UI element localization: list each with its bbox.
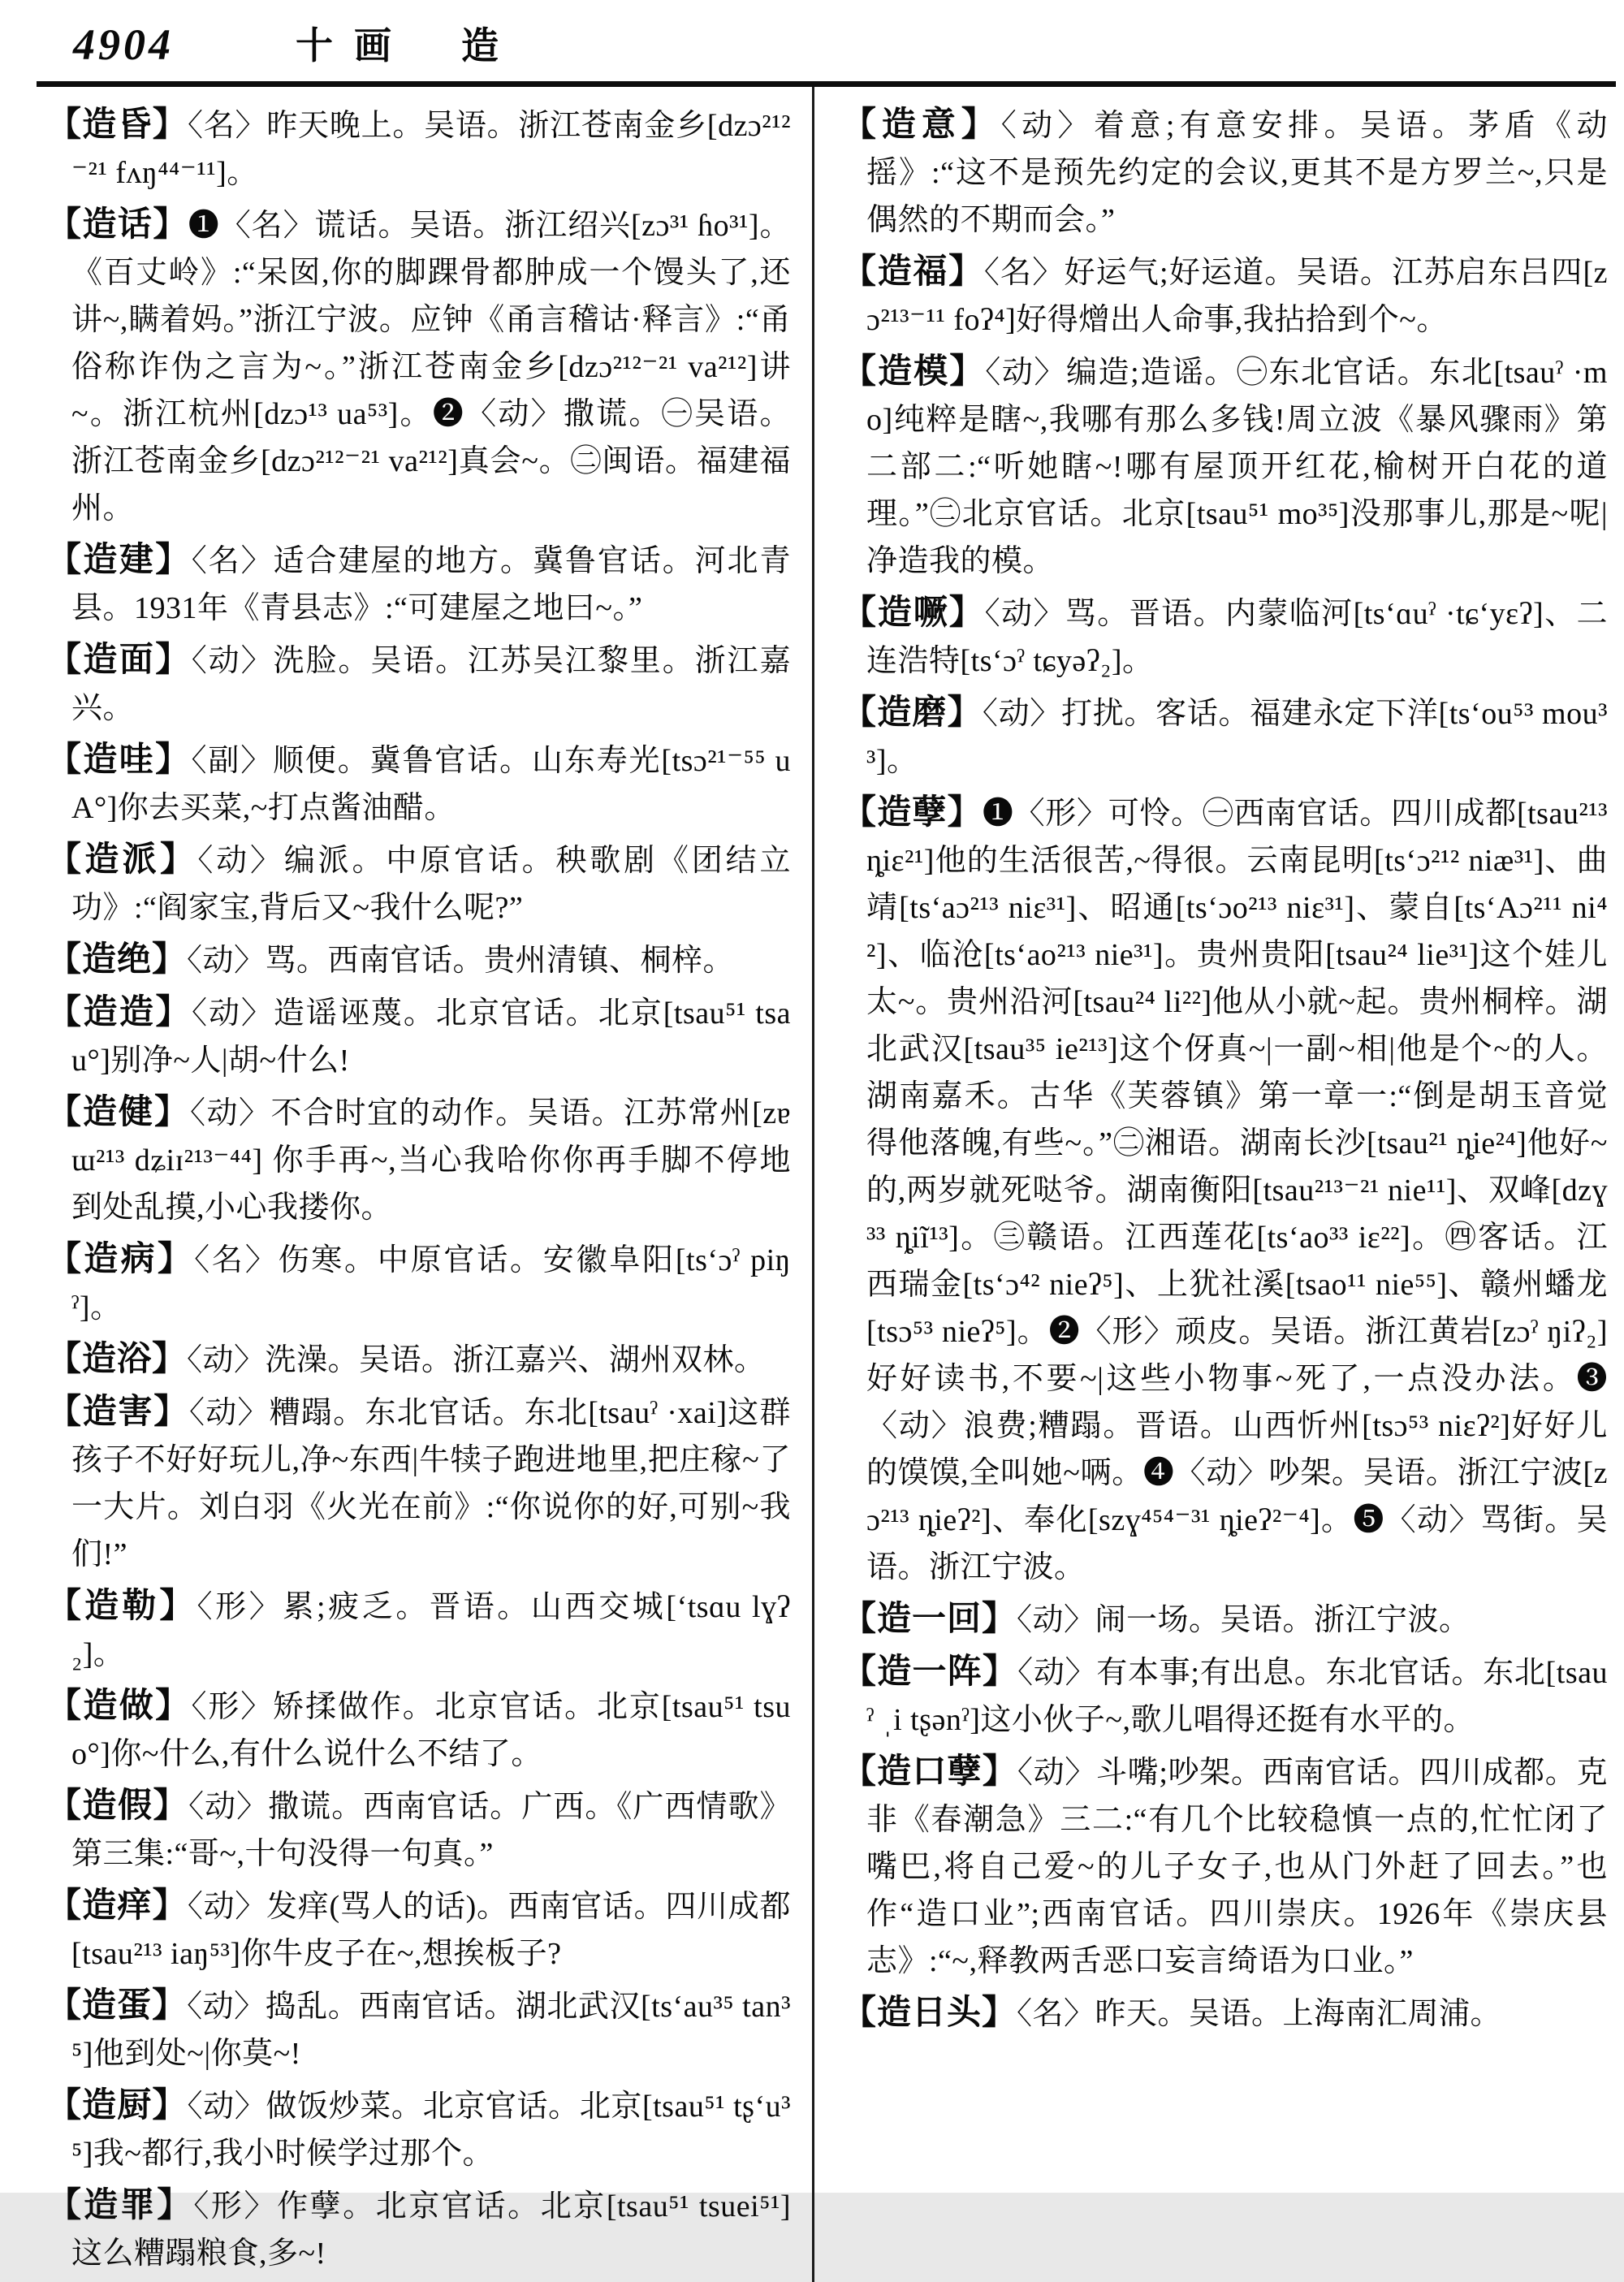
dict-entry [47,1583,791,1678]
left-column [0,87,812,2282]
dict-entry [47,1336,791,1384]
entry-headword: 【造病】 [47,1241,195,1278]
entry-headword: 【造面】 [47,642,192,679]
entry-headword: 【造假】 [47,1787,189,1825]
dict-entry [47,1683,791,1778]
dict-entry [842,1990,1608,2038]
dict-entry [47,1389,791,1578]
dict-entry [47,2182,791,2277]
dict-entry [47,1236,791,1331]
dict-entry [47,936,791,984]
entry-headword: 【造噘】 [842,594,985,632]
entry-body: 〈动〉洗脸。吴语。江苏吴江黎里。浙江嘉兴。 [71,644,791,725]
entry-body: 〈副〉顺便。冀鲁官话。山东寿光[tsɔ²¹⁻⁵⁵ uA°]你去买菜,~打点酱油醋。 [71,744,791,825]
entry-body: 〈动〉着意;有意安排。吴语。茅盾《动摇》:“这不是预先约定的会议,更其不是方罗兰~,只是偶然的不期而会。” [866,109,1608,237]
entry-body: 〈动〉打扰。客话。福建永定下洋[tsʻou⁵³ mou³³]。 [866,697,1608,778]
dict-entry [47,201,791,532]
entry-headword: 【造蛋】 [47,1987,188,2025]
dict-entry [47,102,791,197]
dict-entry [47,1089,791,1231]
entry-body: 〈动〉撒谎。西南官话。广西。《广西情歌》第三集:“哥~,十句没得一句真。” [71,1790,791,1871]
entry-body: 〈动〉编派。中原官话。秧歌剧《团结立功》:“阎家宝,背后又~我什么呢?” [71,844,791,925]
dict-entry [842,1596,1608,1644]
entry-body: 〈名〉伤寒。中原官话。安徽阜阳[tsʻɔˀ piŋˀ]。 [71,1243,791,1325]
dict-entry [842,789,1608,1591]
entry-headword: 【造绝】 [47,941,188,979]
dict-entry [47,737,791,832]
dict-entry [842,102,1608,244]
dict-entry [47,537,791,632]
entry-headword: 【造一阵】 [842,1653,1018,1691]
entry-body: 〈动〉捣乱。西南官话。湖北武汉[tsʻau³⁵ tan³⁵]他到处~|你莫~! [71,1990,791,2071]
dict-entry [842,249,1608,344]
entry-body: ❶〈名〉谎话。吴语。浙江绍兴[zɔ³¹ ɦo³¹]。《百丈岭》:“呆囡,你的脚踝骨都肿成一个馒头了,还讲~,瞒着妈。”浙江宁波。应钟《甬言稽诂·释言》:“甬俗称诈伪之言为~。”浙江苍南金乡[dzɔ²¹²⁻²¹ va²¹²]讲~。浙江杭州[dzɔ¹³ ua⁵³]。❷〈动〉撒谎。㊀吴语。浙江苍南金乡[dzɔ²¹²⁻²¹ va²¹²]真会~。㊁闽语。福建福州。 [71,209,791,525]
entry-headword: 【造日头】 [842,1995,1017,2032]
entry-body: 〈动〉发痒(骂人的话)。西南官话。四川成都[tsau²¹³ iaŋ⁵³]你牛皮子在~,想挨板子? [71,1890,791,1971]
entry-body: 〈动〉骂。晋语。内蒙临河[tsʻɑuˀ ·tɕʻyɛʔ]、二连浩特[tsʻɔˀ tɕyəʔ₂]。 [866,597,1608,678]
dict-entry [47,2082,791,2177]
entry-headword: 【造模】 [842,353,986,391]
entry-headword: 【造罪】 [47,2187,194,2224]
entry-headword: 【造建】 [47,542,192,579]
entry-headword: 【造孽】 [842,794,983,832]
entry-headword: 【造派】 [47,841,198,879]
dict-entry [842,689,1608,784]
dict-entry [47,989,791,1084]
entry-body: 〈名〉昨天晚上。吴语。浙江苍南金乡[dzɔ²¹²⁻²¹ fʌŋ⁴⁴⁻¹¹]。 [71,109,791,190]
entry-body: 〈形〉累;疲乏。晋语。山西交城[ʻtsɑu lɣʔ₂]。 [71,1590,791,1671]
entry-headword: 【造勒】 [47,1588,197,1625]
dict-entry [842,1748,1608,1985]
section-stroke-label: 十画 [296,25,412,67]
entry-headword: 【造造】 [47,994,192,1031]
entry-headword: 【造痒】 [47,1887,188,1925]
entry-body: 〈动〉骂。西南官话。贵州清镇、桐梓。 [187,944,735,978]
entry-body: 〈形〉矫揉做作。北京官话。北京[tsau⁵¹ tsuo°]你~什么,有什么说什么不结了。 [71,1690,791,1771]
dict-entry [47,1882,791,1977]
page-header [0,0,1624,78]
entry-body: 〈形〉作孽。北京官话。北京[tsau⁵¹ tsuei⁵¹]这么糟蹋粮食,多~! [71,2189,791,2271]
entry-headword: 【造害】 [47,1394,189,1431]
section-head-char: 造 [461,25,499,67]
entry-body: 〈动〉造谣诬蔑。北京官话。北京[tsau⁵¹ tsau°]别净~人|胡~什么! [71,996,791,1078]
dict-entry [842,1649,1608,1744]
dict-entry [47,1783,791,1878]
entry-body: 〈动〉不合时宜的动作。吴语。江苏常州[zɐɯ²¹³ dʑiɪ²¹³⁻⁴⁴] 你手再~,当心我哈你你再手脚不停地到处乱摸,小心我搂你。 [71,1096,791,1225]
dict-entry [47,637,791,732]
dict-entry [47,836,791,931]
page-number: 4904 [73,20,174,69]
entry-headword: 【造健】 [47,1094,191,1131]
dict-entry [842,348,1608,585]
entry-headword: 【造话】 [47,206,188,244]
entry-body: 〈动〉糟蹋。东北官话。东北[tsauˀ ·xai]这群孩子不好好玩儿,净~东西|牛犊子跑进地里,把庄稼~了一大片。刘白羽《火光在前》:“你说你的好,可别~我们!” [71,1396,791,1571]
entry-headword: 【造意】 [842,106,1001,144]
entry-body: ❶〈形〉可怜。㊀西南官话。四川成都[tsau²¹³ ȵiɛ²¹]他的生活很苦,~得很。云南昆明[tsʻɔ²¹² niæ³¹]、曲靖[tsʻaɔ²¹³ niɛ³¹]、昭通[tsʻɔo²¹³ niɛ³¹]、蒙自[tsʻAɔ²¹¹ ni⁴²]、临沧[tsʻao²¹³ nie³¹]。贵州贵阳[tsau²⁴ lie³¹]这个娃儿太~。贵州沿河[tsau²⁴ li²²]他从小就~起。贵州桐梓。湖北武汉[tsau³⁵ ie²¹³]这个伢真~|一副~相|他是个~的人。湖南嘉禾。古华《芙蓉镇》第一章一:“倒是胡玉音觉得他落魄,有些~。”㊁湘语。湖南长沙[tsau²¹ ȵie²⁴]他好~的,两岁就死哒爷。湖南衡阳[tsau²¹³⁻²¹ nie¹¹]、双峰[dzɣ³³ ȵiĩ¹³]。㊂赣语。江西莲花[tsʻao³³ iɛ²²]。㊃客话。江西瑞金[tsʻɔ⁴² nieʔ⁵]、上犹社溪[tsao¹¹ nie⁵⁵]、赣州蟠龙[tsɔ⁵³ nieʔ⁵]。❷〈形〉顽皮。吴语。浙江黄岩[zɔˀ ŋiʔ₂]好好读书,不要~|这些小物事~死了,一点没办法。❸〈动〉浪费;糟蹋。晋语。山西忻州[tsɔ⁵³ niɛʔ²]好好儿的馍馍,全叫她~唡。❹〈动〉吵架。吴语。浙江宁波[zɔ²¹³ ȵieʔ²]、奉化[szɣ⁴⁵⁴⁻³¹ ȵieʔ²⁻⁴]。❺〈动〉骂街。吴语。浙江宁波。 [866,797,1608,1584]
dict-entry [842,590,1608,685]
entry-body: 〈动〉斗嘴;吵架。西南官话。四川成都。克非《春潮急》三二:“有几个比较稳慎一点的,忙忙闭了嘴巴,将自己爱~的儿子女子,也从门外赶了回去。”也作“造口业”;西南官话。四川崇庆。1926年《崇庆县志》:“~,释教两舌恶口妄言绮语为口业。” [866,1756,1608,1978]
entry-body: 〈动〉做饭炒菜。北京官话。北京[tsau⁵¹ tʂʻu³⁵]我~都行,我小时候学过那个。 [71,2090,791,2171]
entry-headword: 【造浴】 [47,1341,188,1378]
entry-headword: 【造厨】 [47,2087,188,2124]
entry-body: 〈动〉有本事;有出息。东北官话。东北[tsauˀ ˌi tʂənˀ]这小伙子~,歌儿唱得还挺有水平的。 [866,1656,1608,1737]
entry-headword: 【造口孽】 [842,1753,1017,1791]
entry-body: 〈动〉闹一场。吴语。浙江宁波。 [1017,1603,1471,1637]
entry-body: 〈名〉适合建屋的地方。冀鲁官话。河北青县。1931年《青县志》:“可建屋之地曰~。” [71,544,791,625]
entry-headword: 【造做】 [47,1688,192,1725]
right-column [812,87,1624,2282]
entry-body: 〈名〉好运气;好运道。吴语。江苏启东吕四[zɔ²¹³⁻¹¹ foʔ⁴]好得熷出人命事,我拈拾到个~。 [866,256,1608,337]
entry-body: 〈动〉编造;造谣。㊀东北官话。东北[tsauˀ ·mo]纯粹是瞎~,我哪有那么多钱!周立波《暴风骤雨》第二部二:“听她瞎~!哪有屋顶开红花,榆树开白花的道理。”㊁北京官话。北京[tsau⁵¹ mo³⁵]没那事儿,那是~呢|净造我的模。 [866,356,1608,578]
entry-body: 〈动〉洗澡。吴语。浙江嘉兴、湖州双林。 [187,1343,766,1377]
entry-body: 〈名〉昨天。吴语。上海南汇周浦。 [1017,1997,1502,2031]
header-rule [37,81,1616,87]
dict-entry [47,1982,791,2077]
entry-headword: 【造福】 [842,253,984,291]
entry-headword: 【造昏】 [47,106,188,144]
entry-headword: 【造哇】 [47,741,192,779]
entry-headword: 【造一回】 [842,1601,1017,1638]
entry-headword: 【造磨】 [842,694,983,732]
two-column-body [0,87,1624,2282]
